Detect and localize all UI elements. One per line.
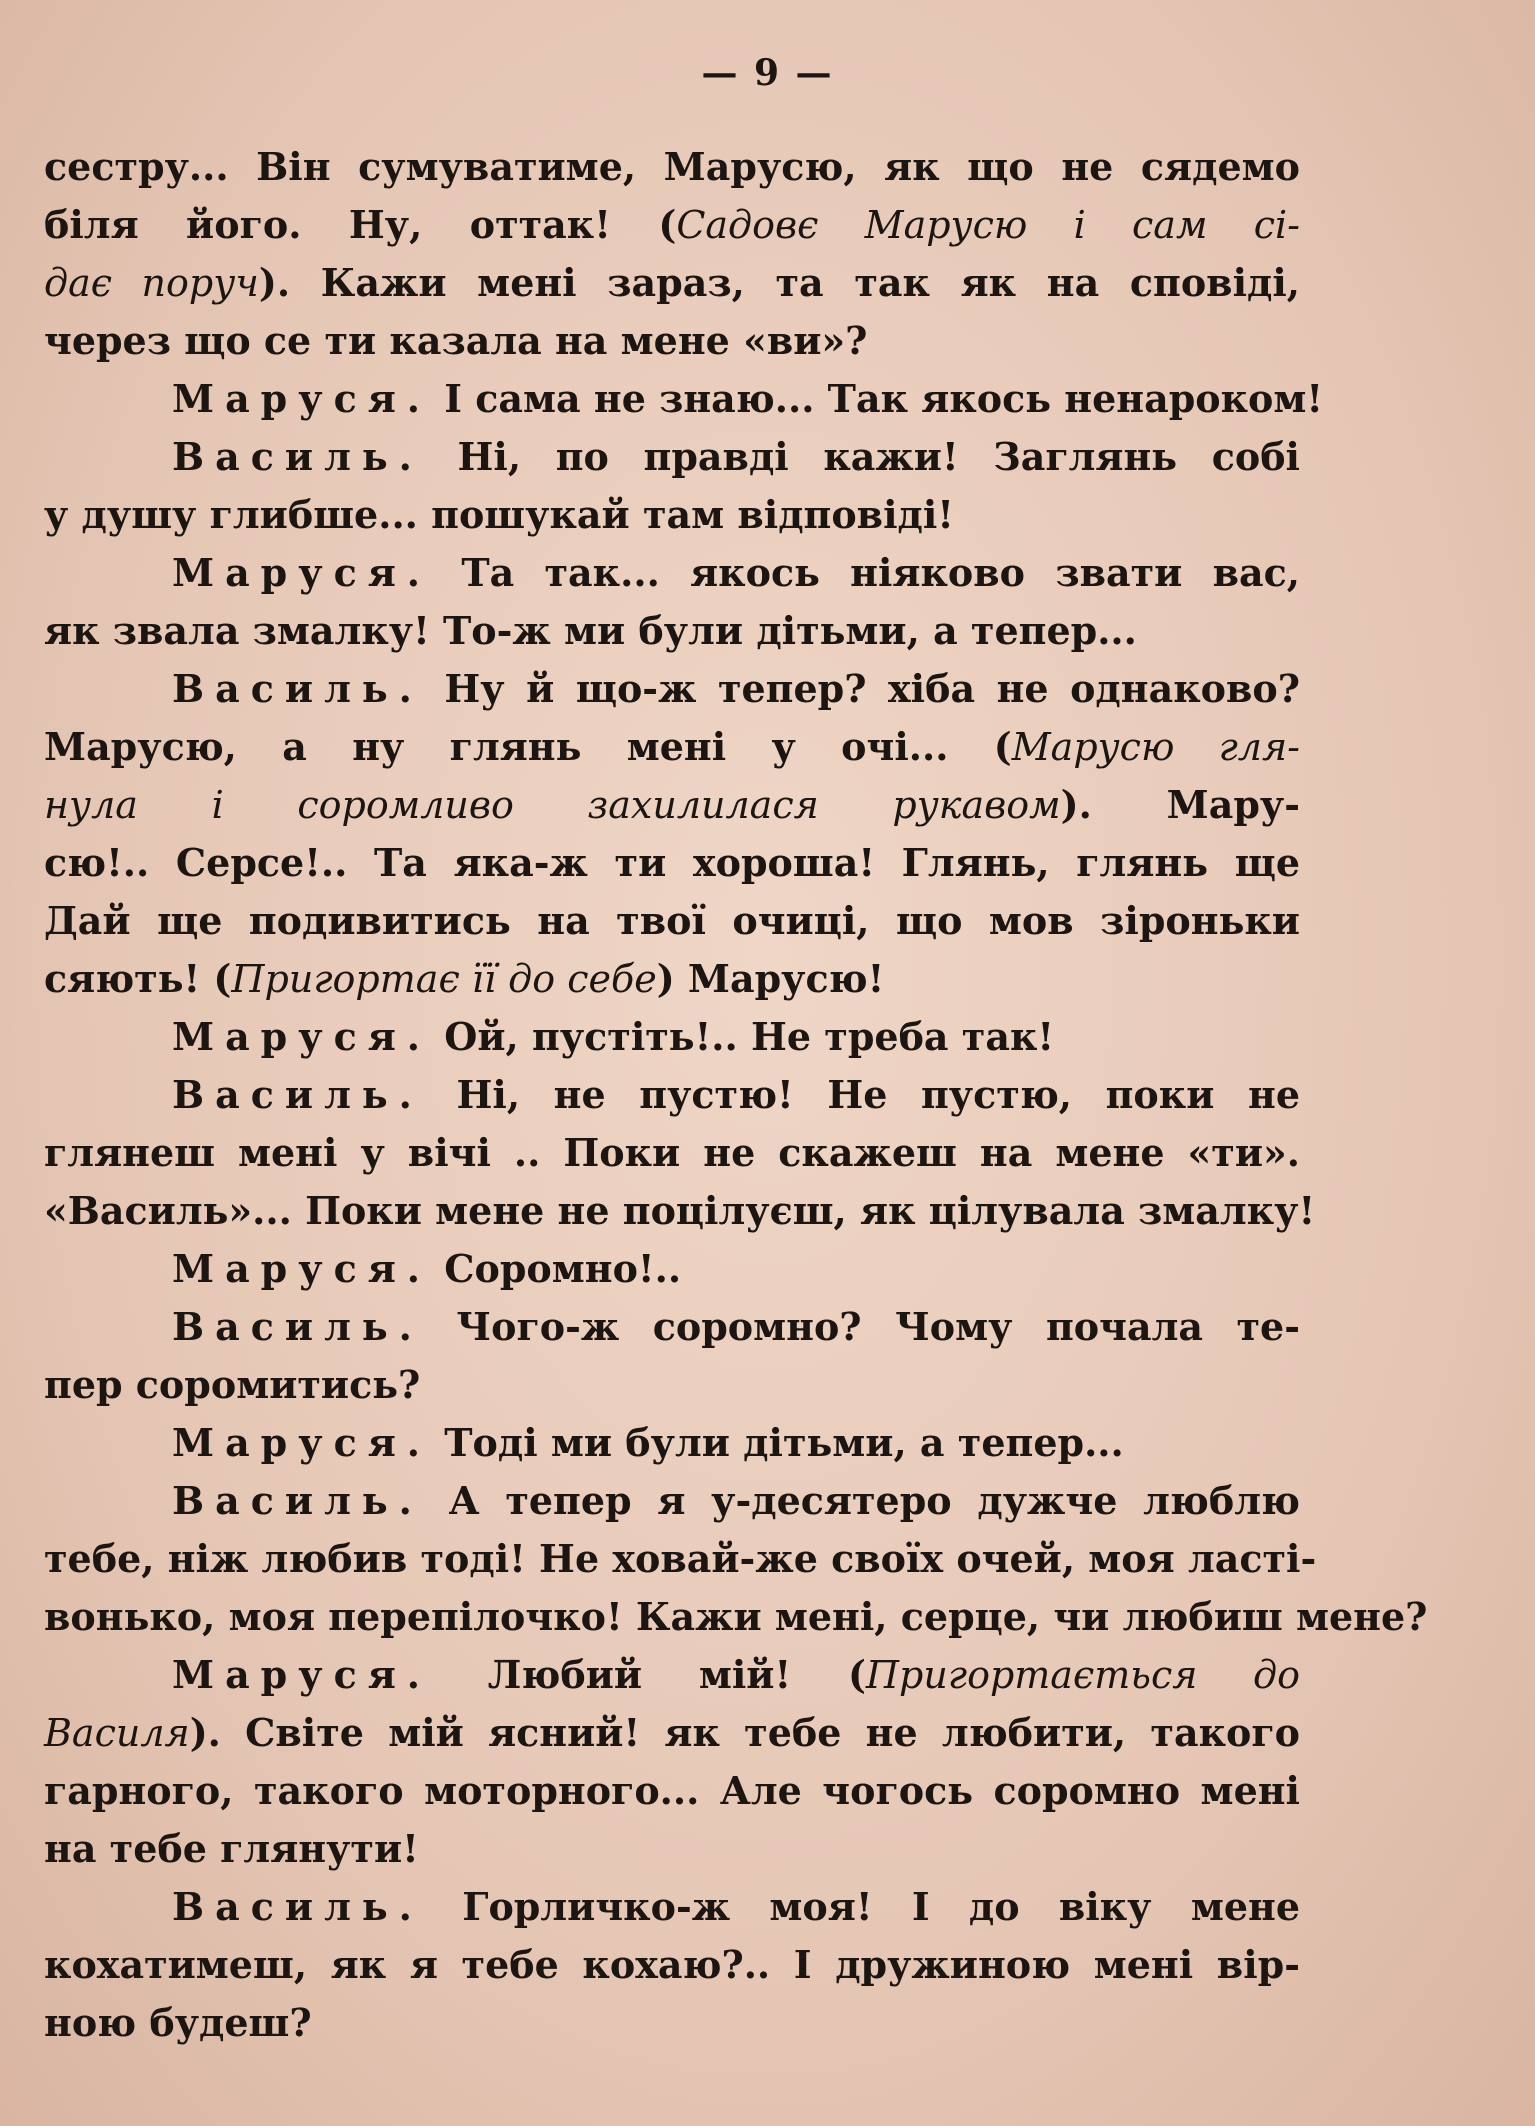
- dialogue-text: Ні, не пустю! Не пустю, поки не: [422, 1072, 1300, 1117]
- dialogue-text: пер соромитись?: [44, 1362, 421, 1407]
- dialogue-text: як звала змалку! То-ж ми були дітьми, а тепер...: [44, 608, 1137, 653]
- stage-direction: Садовє Марусю і сам сі-: [676, 203, 1300, 247]
- text-line: [44, 1414, 1300, 1472]
- dialogue-text: Ні, по правді кажи! Заглянь собі: [422, 434, 1300, 479]
- dialogue-text: глянеш мені у вічі .. Поки не скажеш на мене «ти».: [44, 1130, 1300, 1175]
- text-line: [44, 834, 1300, 892]
- dialogue-text: через що се ти казала на мене «ви»?: [44, 318, 868, 363]
- dialogue-text: Ой, пустіть!.. Не треба так!: [431, 1014, 1055, 1059]
- dialogue-text: ). Кажи мені зараз, та так як на сповіді,: [258, 260, 1300, 305]
- speaker-name: Маруся.: [172, 1014, 432, 1059]
- text-line: [44, 138, 1300, 196]
- dialogue-text: Марусю, а ну глянь мені у очі... (: [44, 724, 1012, 769]
- stage-direction: Пригортає її до себе: [231, 957, 657, 1001]
- text-line: [44, 660, 1300, 718]
- text-line: [44, 1356, 1300, 1414]
- dialogue-text: Чого-ж соромно? Чому почала те-: [422, 1304, 1300, 1349]
- dialogue-text: у душу глибше... пошукай там відповіді!: [44, 492, 954, 537]
- speaker-name: Василь.: [172, 1072, 423, 1117]
- text-line: [44, 254, 1300, 312]
- text-line: [44, 1124, 1300, 1182]
- speaker-name: Маруся.: [172, 1246, 432, 1291]
- text-line: [44, 312, 1300, 370]
- dialogue-text: Тоді ми були дітьми, а тепер...: [431, 1420, 1124, 1465]
- text-line: [44, 1820, 1300, 1878]
- stage-direction: Василя: [44, 1711, 190, 1755]
- stage-direction: нула і соромливо захилилася рукавом: [44, 783, 1061, 827]
- dialogue-text: на тебе глянути!: [44, 1826, 419, 1871]
- dialogue-text: «Василь»... Поки мене не поцілуєш, як цілувала змалку!: [44, 1188, 1316, 1233]
- dialogue-text: Горличко-ж моя! І до віку мене: [422, 1884, 1300, 1929]
- stage-direction: дає поруч: [44, 261, 259, 305]
- text-line: [44, 602, 1300, 660]
- speaker-name: Василь.: [172, 1884, 423, 1929]
- text-line: [44, 1936, 1300, 1994]
- dialogue-text: А тепер я у-десятеро дужче люблю: [422, 1478, 1300, 1523]
- text-line: [44, 1472, 1300, 1530]
- dialogue-text: сестру... Він сумуватиме, Марусю, як що не сядемо: [44, 144, 1300, 189]
- text-line: [44, 1240, 1300, 1298]
- page-number: — 9 —: [701, 52, 834, 94]
- dialogue-text: Дай ще подивитись на твої очиці, що мов зіроньки: [44, 898, 1300, 943]
- dialogue-text: ) Марусю!: [656, 956, 885, 1001]
- dialogue-text: вонько, моя перепілочко! Кажи мені, серце, чи любиш мене?: [44, 1594, 1428, 1639]
- speaker-name: Маруся.: [172, 1420, 432, 1465]
- speaker-name: Василь.: [172, 666, 423, 711]
- text-line: [44, 1588, 1428, 1646]
- text-line: [44, 1298, 1300, 1356]
- speaker-name: Маруся.: [172, 376, 432, 421]
- dialogue-text: Та так... якось ніяково звати вас,: [431, 550, 1300, 595]
- dialogue-text: кохатимеш, як я тебе кохаю?.. І дружиною мені вір-: [44, 1942, 1300, 1987]
- text-line: [44, 1646, 1300, 1704]
- play-text-body: [44, 138, 1428, 2052]
- text-line: [44, 1530, 1317, 1588]
- text-line: [44, 1762, 1300, 1820]
- text-line: [44, 1994, 1300, 2052]
- dialogue-text: Ну й що-ж тепер? хіба не однаково?: [422, 666, 1300, 711]
- text-line: [44, 544, 1300, 602]
- text-line: [44, 486, 1300, 544]
- text-line: [44, 892, 1300, 950]
- text-line: [44, 428, 1300, 486]
- dialogue-text: ). Мару-: [1060, 782, 1300, 827]
- text-line: [44, 950, 1300, 1008]
- text-line: [44, 776, 1300, 834]
- speaker-name: Василь.: [172, 434, 423, 479]
- dialogue-text: ). Світе мій ясний! як тебе не любити, такого: [189, 1710, 1300, 1755]
- text-line: [44, 1878, 1300, 1936]
- speaker-name: Маруся.: [172, 1652, 432, 1697]
- text-line: [44, 196, 1300, 254]
- speaker-name: Василь.: [172, 1304, 423, 1349]
- speaker-name: Маруся.: [172, 550, 432, 595]
- dialogue-text: Любий мій! (: [431, 1652, 866, 1697]
- dialogue-text: ною будеш?: [44, 2000, 312, 2045]
- dialogue-text: Соромно!..: [431, 1246, 682, 1291]
- stage-direction: Пригортається до: [865, 1653, 1300, 1697]
- stage-direction: Марусю гля-: [1011, 725, 1300, 769]
- dialogue-text: сю!.. Серсе!.. Та яка-ж ти хороша! Глянь, глянь ще: [44, 840, 1300, 885]
- text-line: [44, 1008, 1300, 1066]
- dialogue-text: біля його. Ну, оттак! (: [44, 202, 677, 247]
- text-line: [44, 1066, 1300, 1124]
- dialogue-text: сяють! (: [44, 956, 232, 1001]
- text-line: [44, 718, 1300, 776]
- dialogue-text: тебе, ніж любив тоді! Не ховай-же своїх очей, моя ласті-: [44, 1536, 1317, 1581]
- speaker-name: Василь.: [172, 1478, 423, 1523]
- dialogue-text: гарного, такого моторного... Але чогось соромно мені: [44, 1768, 1300, 1813]
- dialogue-text: І сама не знаю... Так якось ненароком!: [431, 376, 1324, 421]
- text-line: [44, 1182, 1316, 1240]
- text-line: [44, 370, 1324, 428]
- text-line: [44, 1704, 1300, 1762]
